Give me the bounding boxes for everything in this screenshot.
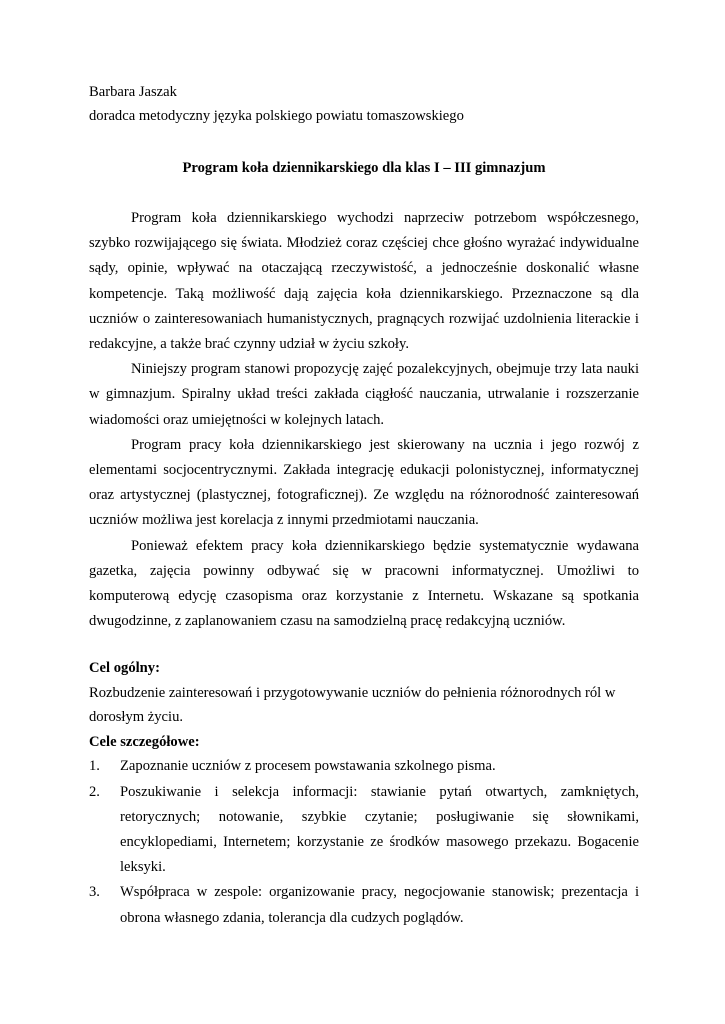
list-item-text: Zapoznanie uczniów z procesem powstawania szkolnego pisma. xyxy=(120,758,496,775)
document-title: Program koła dziennikarskiego dla klas I – III gimnazjum xyxy=(182,160,546,176)
general-goal-text-line2: dorosłym życiu. xyxy=(89,709,184,726)
list-item-number: 1. xyxy=(89,758,100,775)
paragraph-scope: Niniejszy program stanowi propozycję zajęć pozalekcyjnych, obejmuje trzy lata nauki w gimnazjum. Spiralny układ treści zakłada ciągłość nauczania, utrwalanie i rozszerzanie wiadomości oraz umiejętności w kolejnych latach. xyxy=(89,361,639,428)
section-gap xyxy=(89,634,639,656)
specific-goals-list xyxy=(89,754,639,930)
list-item xyxy=(89,880,639,930)
author-role: doradca metodyczny języka polskiego powiatu tomaszowskiego xyxy=(89,108,464,124)
list-item xyxy=(89,780,639,881)
list-item-number: 3. xyxy=(89,884,100,901)
list-item-number: 2. xyxy=(89,783,100,800)
specific-goals-heading: Cele szczegółowe: xyxy=(89,733,200,750)
paragraph-integration: Program pracy koła dziennikarskiego jest skierowany na ucznia i jego rozwój z elementami socjocentrycznymi. Zakłada integrację edukacji polonistycznej, informatycznej oraz artystycznej (plastycznej, fotograficznej). Ze względu na różnorodność zainteresowań uczniów możliwa jest korelacja z innymi przedmiotami nauczania. xyxy=(89,436,639,529)
list-item-text: Poszukiwanie i selekcja informacji: stawianie pytań otwartych, zamkniętych, retorycznych; notowanie, szybkie czytanie; posługiwanie się słownikami, encyklopediami, Internetem; korzystanie ze środków masowego przekazu. Bogacenie leksyki. xyxy=(120,783,639,876)
paragraph-organization: Ponieważ efektem pracy koła dziennikarskiego będzie systematycznie wydawana gazetka, zajęcia powinny odbywać się w pracowni informatycznej. Umożliwi to komputerową edycję czasopisma oraz korzystanie z Internetu. Wskazane są spotkania dwugodzinne, z zaplanowaniem czasu na samodzielną pracę redakcyjną uczniów. xyxy=(89,537,639,630)
paragraph-intro: Program koła dziennikarskiego wychodzi naprzeciw potrzebom współczesnego, szybko rozwijającego się świata. Młodzież coraz częściej chce głośno wyrażać indywidualne sądy, opinie, wpływać na otaczającą rzeczywistość, a jednocześnie doskonalić własne kompetencje. Taką możliwość dają zajęcia koła dziennikarskiego. Przeznaczone są dla uczniów o zainteresowaniach humanistycznych, pragnących rozwijać uzdolnienia literackie i redakcyjne, a także brać czynny udział w życiu szkoły. xyxy=(89,210,639,353)
list-item-text: Współpraca w zespole: organizowanie pracy, negocjowanie stanowisk; prezentacja i obrona własnego zdania, tolerancja dla cudzych poglądów. xyxy=(120,884,639,926)
general-goal-text-line1: Rozbudzenie zainteresowań i przygotowywanie uczniów do pełnienia różnorodnych ról w xyxy=(89,684,616,701)
author-name: Barbara Jaszak xyxy=(89,84,177,100)
list-item xyxy=(89,754,639,779)
general-goal-heading: Cel ogólny: xyxy=(89,660,160,677)
document-page xyxy=(89,80,639,931)
